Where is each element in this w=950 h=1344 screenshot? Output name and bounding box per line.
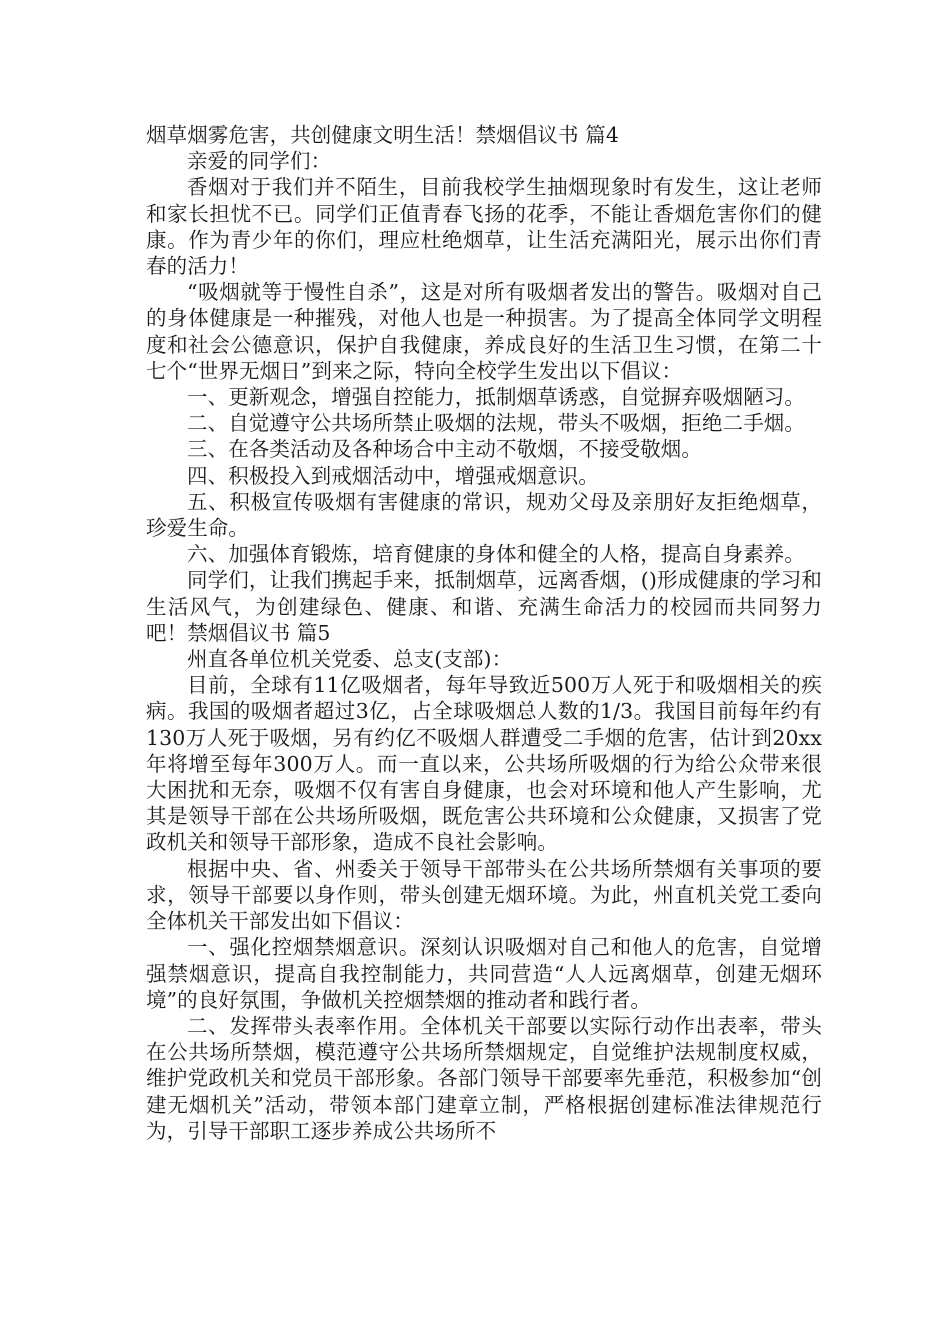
paragraph: 香烟对于我们并不陌生，目前我校学生抽烟现象时有发生，这让老师和家长担忧不已。同学们正值青春飞扬的花季，不能让香烟危害你们的健康。作为青少年的你们，理应杜绝烟草，让生活充满阳光，展示出你们青春的活力！ (146, 175, 822, 279)
proposal-item: 五、积极宣传吸烟有害健康的常识，规劝父母及亲朋好友拒绝烟草，珍爱生命。 (146, 489, 822, 541)
heading-line: 烟草烟雾危害，共创健康文明生活！禁烟倡议书 篇4 (146, 123, 619, 147)
proposal-item: 二、自觉遵守公共场所禁止吸烟的法规，带头不吸烟，拒绝二手烟。 (187, 411, 805, 436)
proposal-item: 二、发挥带头表率作用。全体机关干部要以实际行动作出表率，带头在公共场所禁烟，模范遵守公共场所禁烟规定，自觉维护法规制度权威，维护党政机关和党员干部形象。各部门领导干部要率先垂范，积极参加“创建无烟机关”活动，带领本部门建章立制，严格根据创建标准法律规范行为，引导干部职工逐步养成公共场所不 (146, 1013, 822, 1143)
proposal-item: 六、加强体育锻炼，培育健康的身体和健全的人格，提高自身素养。 (187, 542, 805, 567)
paragraph: 目前，全球有11亿吸烟者，每年导致近500万人死于和吸烟相关的疾病。我国的吸烟者超过3亿，占全球吸烟总人数的1/3。我国目前每年约有130万人死于吸烟，另有约亿不吸烟人群遭受二手烟的危害，估计到20xx年将增至每年300万人。而一直以来，公共场所吸烟的行为给公众带来很大困扰和无奈，吸烟不仅有害自身健康，也会对环境和他人产生影响，尤其是领导干部在公共场所吸烟，既危害公共环境和公众健康，又损害了党政机关和领导干部形象，造成不良社会影响。 (146, 673, 822, 855)
proposal-item: 三、在各类活动及各种场合中主动不敬烟，不接受敬烟。 (187, 437, 702, 462)
salutation: 亲爱的同学们： (187, 149, 332, 174)
paragraph: “吸烟就等于慢性自杀”，这是对所有吸烟者发出的警告。吸烟对自己的身体健康是一种摧残，对他人也是一种损害。为了提高全体同学文明程度和社会公德意识，保护自我健康，养成良好的生活卫生习惯，在第二十七个“世界无烟日”到来之际，特向全校学生发出以下倡议： (146, 280, 822, 383)
proposal-item: 一、强化控烟禁烟意识。深刻认识吸烟对自己和他人的危害，自觉增强禁烟意识，提高自我控制能力，共同营造“人人远离烟草，创建无烟环境”的良好氛围，争做机关控烟禁烟的推动者和践行者。 (146, 935, 822, 1012)
proposal-item: 四、积极投入到戒烟活动中，增强戒烟意识。 (187, 463, 599, 488)
salutation: 州直各单位机关党委、总支(支部)： (187, 647, 513, 672)
paragraph: 根据中央、省、州委关于领导干部带头在公共场所禁烟有关事项的要求，领导干部要以身作则，带头创建无烟环境。为此，州直机关党工委向全体机关干部发出如下倡议： (146, 856, 822, 934)
paragraph: 同学们，让我们携起手来，抵制烟草，远离香烟，()形成健康的学习和生活风气，为创建绿色、健康、和谐、充满生命活力的校园而共同努力吧！禁烟倡议书 篇5 (146, 568, 822, 645)
proposal-item: 一、更新观念，增强自控能力，抵制烟草诱惑，自觉摒弃吸烟陋习。 (187, 385, 805, 410)
document-page (146, 122, 822, 1144)
